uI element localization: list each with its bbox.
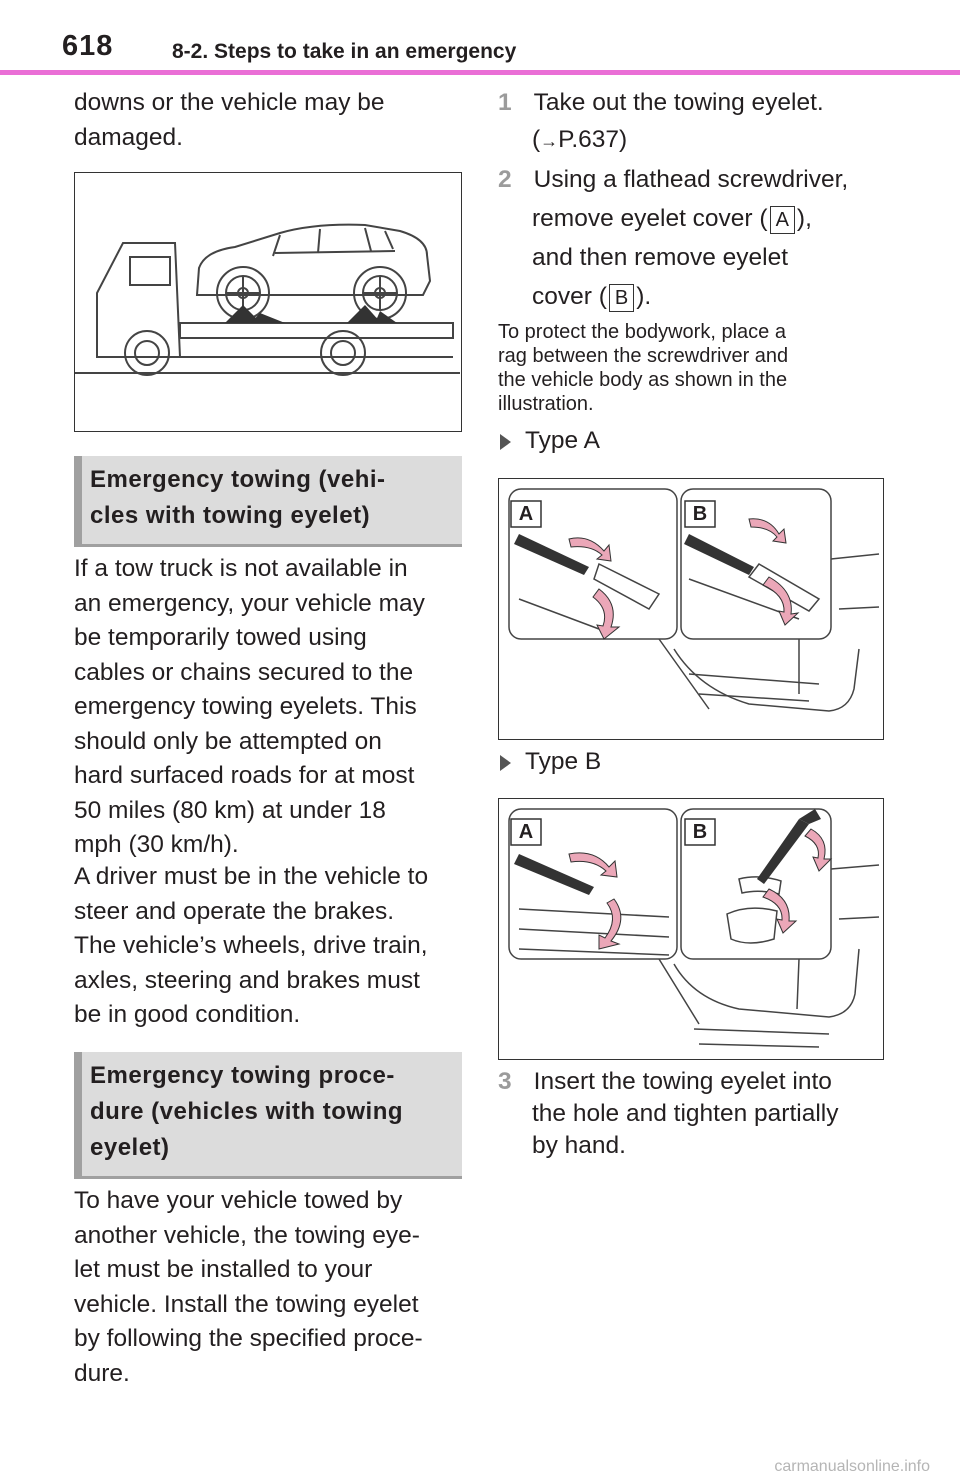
figure-label-a: A — [518, 503, 534, 525]
triangle-bullet-icon — [500, 755, 511, 771]
heading-emergency-towing: Emergency towing (vehi- cles with towing eyelet) — [74, 456, 462, 547]
type-a-label: Type A — [500, 424, 600, 459]
figure-label-a: A — [518, 821, 534, 843]
tow-truck-illustration — [74, 172, 462, 432]
intro-text: downs or the vehicle may be damaged. — [74, 89, 385, 151]
step-3: 3 Insert the towing eyelet into the hole and tighten partially by hand. — [498, 1068, 839, 1159]
label-a-box: A — [770, 206, 795, 234]
eyelet-cover-removal-icon — [499, 799, 882, 1058]
type-b-illustration — [498, 798, 884, 1060]
step-1: 1 Take out the towing eyelet. (→P.637) — [498, 89, 824, 153]
step-number: 1 — [498, 89, 512, 116]
paragraph-driver-requirements: A driver must be in the vehicle to steer and operate the brakes. The vehicle’s wheels, drive train, axles, steering and brakes must be in good condition. — [74, 863, 429, 1028]
flatbed-truck-icon — [75, 173, 460, 430]
watermark: carmanualsonline.info — [774, 1458, 930, 1475]
step-number: 2 — [498, 166, 512, 193]
type-a-illustration — [498, 478, 884, 740]
label-b-box: B — [609, 284, 634, 312]
step-2: 2 Using a flathead screwdriver, remove eyelet cover ( A ), and then remove eyelet cover ( B ). — [498, 166, 849, 310]
page-number: 618 — [62, 30, 114, 62]
header-rule — [0, 70, 960, 75]
figure-label-b: B — [692, 503, 708, 525]
type-b-label: Type B — [500, 745, 601, 780]
page-reference-link[interactable]: P.637 — [558, 125, 620, 153]
paragraph-tow-truck-unavailable: If a tow truck is not available in an emergency, your vehicle may be temporarily towed using cables or chains secured to the emergency towing eyelets. This should only be attempted on hard surfaced roads for at most 50 miles (80 km) at under 18 mph (30 km/h). — [74, 555, 425, 858]
arrow-right-icon: → — [540, 130, 559, 151]
paragraph-install-eyelet: To have your vehicle towed by another vehicle, the towing eye- let must be installed to your vehicle. Install the towing eyelet by following the specified proce- dure. — [74, 1187, 423, 1387]
note-protect-bodywork: To protect the bodywork, place a rag between the screwdriver and the vehicle body as shown in the illustration. — [498, 321, 789, 415]
eyelet-cover-removal-icon — [499, 479, 882, 738]
heading-towing-procedure: Emergency towing proce- dure (vehicles with towing eyelet) — [74, 1052, 462, 1179]
section-title: 8-2. Steps to take in an emergency — [172, 40, 517, 63]
figure-label-b: B — [692, 821, 708, 843]
step-number: 3 — [498, 1068, 512, 1095]
triangle-bullet-icon — [500, 434, 511, 450]
